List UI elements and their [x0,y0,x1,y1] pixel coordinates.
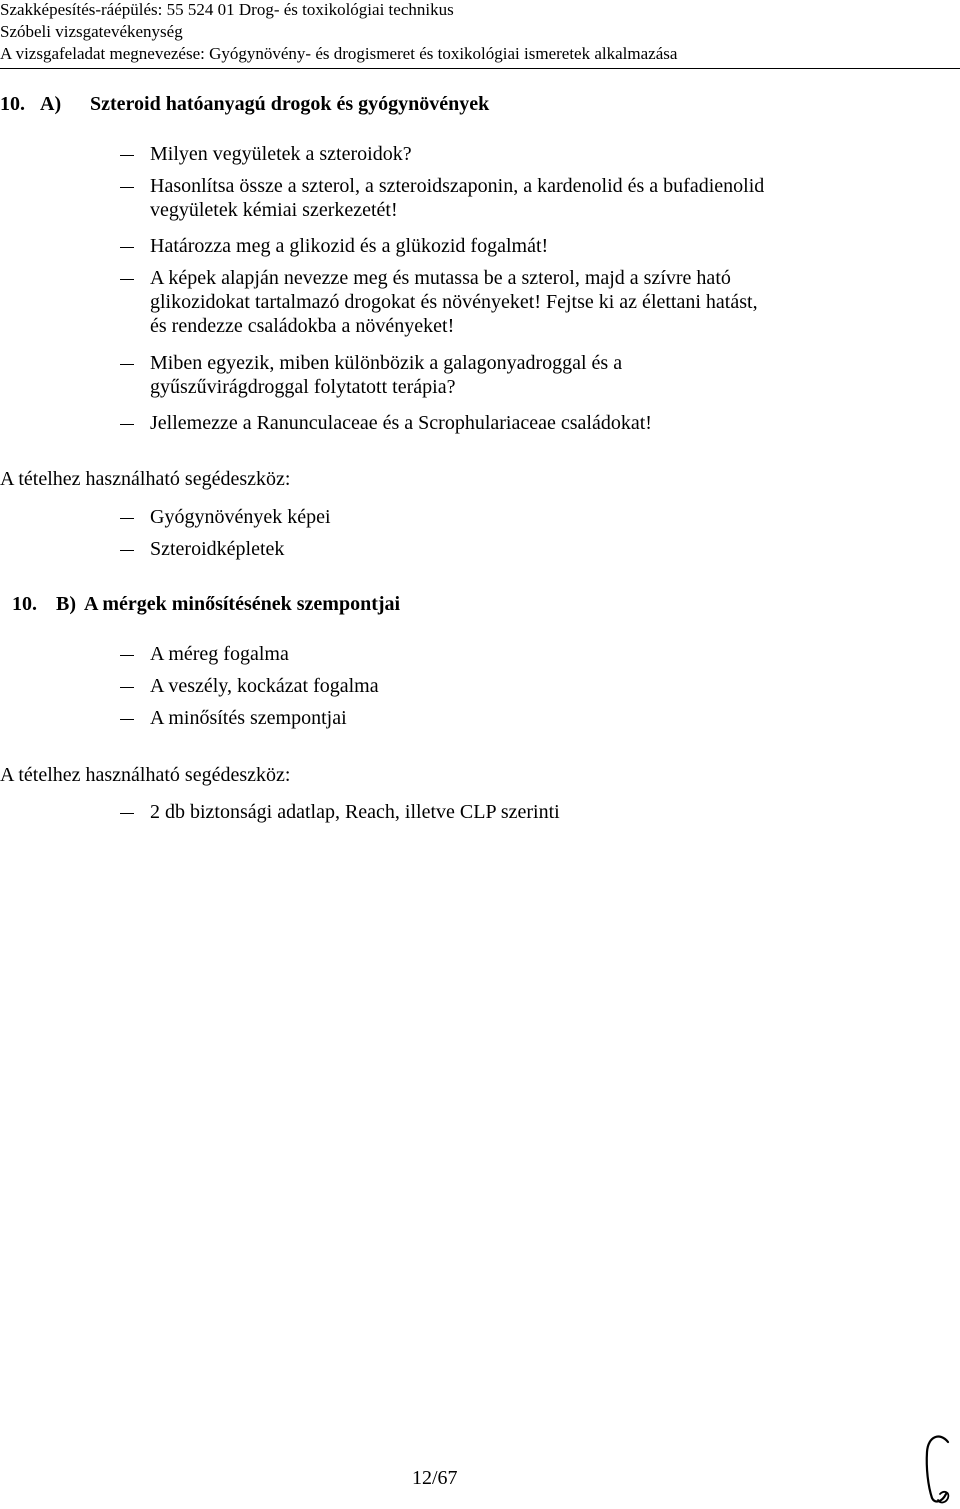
list-item: Hasonlítsa össze a szterol, a szteroidszaponin, a kardenolid és a bufadienolid vegyületek kémiai szerkezetét! [150,174,875,222]
header-divider [0,68,960,69]
list-item: A minősítés szempontjai [150,706,875,730]
dash-bullet-icon [120,364,134,365]
dash-bullet-icon [120,655,134,656]
header-qualification: Szakképesítés-ráépülés: 55 524 01 Drog- és toxikológiai technikus [0,0,454,19]
list-item: Gyógynövények képei [150,505,875,529]
section-b-number: 10. [12,593,37,615]
dash-bullet-icon [120,187,134,188]
section-b-title: A mérgek minősítésének szempontjai [84,593,401,615]
list-item: Szteroidképletek [150,537,875,561]
dash-bullet-icon [120,687,134,688]
section-a-title: Szteroid hatóanyagú drogok és gyógynövények [90,93,490,115]
header-exam-type: Szóbeli vizsgatevékenység [0,22,183,41]
section-a-label: A) [40,93,62,115]
section-a-aux-label: A tételhez használható segédeszköz: [0,468,291,490]
list-item: Milyen vegyületek a szteroidok? [150,142,875,166]
dash-bullet-icon [120,518,134,519]
section-a-number: 10. [0,93,25,115]
section-b-aux-label: A tételhez használható segédeszköz: [0,764,291,786]
header-task-name: A vizsgafeladat megnevezése: Gyógynövény- és drogismeret és toxikológiai ismeretek alkalmazása [0,44,678,63]
dash-bullet-icon [120,424,134,425]
dash-bullet-icon [120,813,134,814]
list-item: Határozza meg a glikozid és a glükozid fogalmát! [150,234,875,258]
page-number: 12/67 [412,1467,458,1489]
list-item: Miben egyezik, miben különbözik a galagonyadroggal és a gyűszűvirágdroggal folytatott terápia? [150,351,875,399]
list-item: 2 db biztonsági adatlap, Reach, illetve CLP szerinti [150,800,875,824]
handwritten-signature [918,1428,958,1508]
list-item: Jellemezze a Ranunculaceae és a Scrophulariaceae családokat! [150,411,875,435]
list-item: A méreg fogalma [150,642,875,666]
dash-bullet-icon [120,279,134,280]
dash-bullet-icon [120,155,134,156]
dash-bullet-icon [120,247,134,248]
section-b-label: B) [56,593,76,615]
list-item: A veszély, kockázat fogalma [150,674,875,698]
list-item: A képek alapján nevezze meg és mutassa be a szterol, majd a szívre ható glikozidokat tartalmazó drogokat és növényeket! Fejtse ki az élettani hatást, és rendezze családokba a növényeket! [150,266,875,338]
dash-bullet-icon [120,719,134,720]
section-b-heading [0,592,900,618]
section-a-heading [0,92,900,118]
dash-bullet-icon [120,550,134,551]
